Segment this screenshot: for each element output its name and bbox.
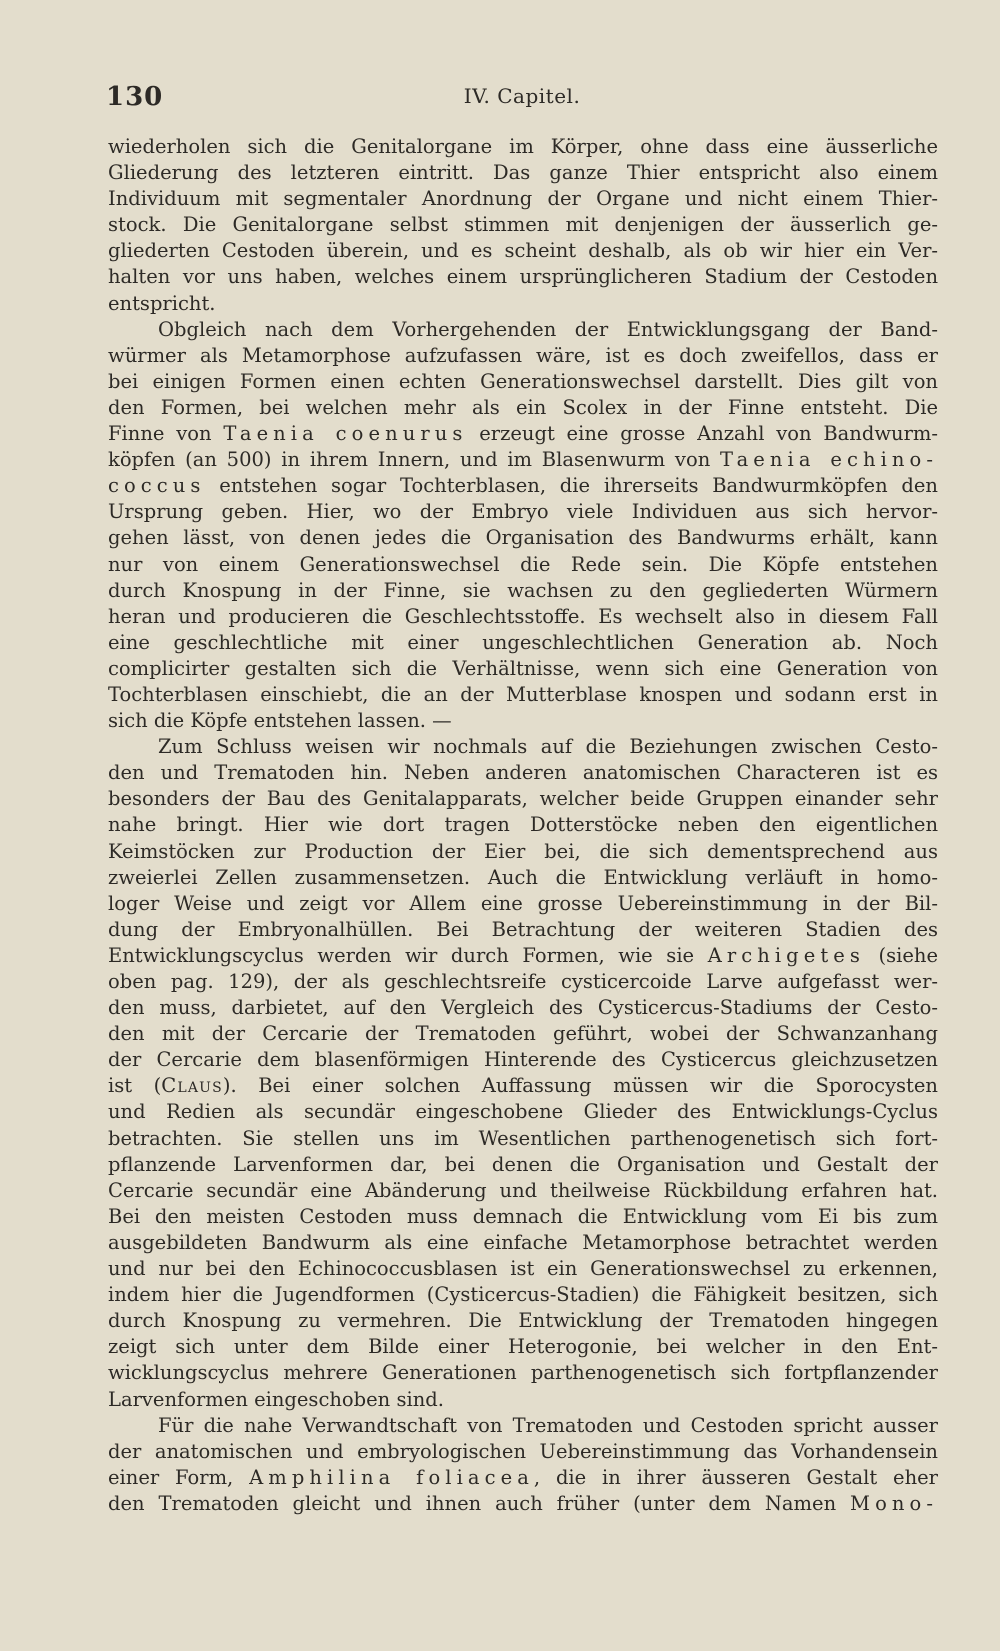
- text-line: entspricht.: [108, 291, 216, 315]
- text-run: (siehe: [864, 943, 938, 967]
- spaced-term: Archigetes: [707, 943, 865, 967]
- text-run: ). Bei einer solchen Auffassung müssen wir die Sporocysten: [222, 1074, 938, 1098]
- text-line: Zum Schluss weisen wir nochmals auf die Beziehungen zwischen Cesto-: [158, 735, 938, 759]
- body-text: [108, 134, 938, 1517]
- text-line: dung der Embryonalhüllen. Bei Betrachtung der weiteren Stadien des: [108, 917, 938, 941]
- text-line: Keimstöcken zur Production der Eier bei, die sich dementsprechend aus: [108, 839, 938, 863]
- spaced-term: Taenia coenurus: [223, 422, 468, 446]
- text-line: gliederten Cestoden überein, und es scheint deshalb, als ob wir hier ein Ver-: [108, 239, 938, 263]
- text-line: pflanzende Larvenformen dar, bei denen die Organisation und Gestalt der: [108, 1152, 938, 1176]
- text-line: und Redien als secundär eingeschobene Glieder des Entwicklungs-Cyclus: [108, 1100, 938, 1124]
- text-line: Individuum mit segmentaler Anordnung der Organe und nicht einem Thier-: [108, 187, 938, 211]
- text-line: würmer als Metamorphose aufzufassen wäre, ist es doch zweifellos, dass er: [108, 343, 938, 367]
- text-line: Larvenformen eingeschoben sind.: [108, 1387, 444, 1411]
- page-number: 130: [106, 82, 164, 112]
- text-line: betrachten. Sie stellen uns im Wesentlichen parthenogenetisch sich fort-: [108, 1126, 938, 1150]
- spaced-term: Mono-: [850, 1491, 938, 1515]
- text-line: durch Knospung in der Finne, sie wachsen zu den gegliederten Würmern: [108, 578, 938, 602]
- text-line: und nur bei den Echinococcusblasen ist ein Generationswechsel zu erkennen,: [108, 1257, 938, 1281]
- spaced-term: coccus: [108, 474, 206, 498]
- text-run: Finne von: [108, 422, 224, 446]
- text-line: [108, 447, 938, 473]
- text-line: [108, 421, 938, 447]
- text-line: oben pag. 129), der als geschlechtsreife cysticercoide Larve aufgefasst wer-: [108, 970, 938, 993]
- text-line: Für die nahe Verwandtschaft von Trematoden und Cestoden spricht ausser: [158, 1413, 938, 1437]
- text-line: [108, 1491, 938, 1517]
- text-line: stock. Die Genitalorgane selbst stimmen mit denjenigen der äusserlich ge-: [108, 213, 938, 237]
- text-line: zeigt sich unter dem Bilde einer Heterogonie, bei welcher in den Ent-: [108, 1335, 938, 1359]
- text-line: [108, 1465, 938, 1491]
- text-line: Gliederung des letzteren eintritt. Das ganze Thier entspricht also einem: [108, 161, 938, 185]
- text-run: den Trematoden gleicht und ihnen auch früher (unter dem Namen: [108, 1491, 851, 1515]
- text-line: durch Knospung zu vermehren. Die Entwicklung der Trematoden hingegen: [108, 1309, 938, 1333]
- spaced-term: Amphilina foliacea: [249, 1465, 534, 1489]
- text-line: [108, 1073, 938, 1099]
- text-line: ausgebildeten Bandwurm als eine einfache Metamorphose betrachtet werden: [108, 1230, 938, 1254]
- text-line: sich die Köpfe entstehen lassen. —: [108, 709, 452, 733]
- page-header: [106, 82, 938, 116]
- text-line: nahe bringt. Hier wie dort tragen Dotterstöcke neben den eigentlichen: [108, 813, 938, 837]
- text-line: den mit der Cercarie der Trematoden geführt, wobei der Schwanzanhang: [108, 1022, 938, 1046]
- text-line: gehen lässt, von denen jedes die Organisation des Bandwurms erhält, kann: [108, 526, 938, 550]
- text-run: ist (: [108, 1074, 162, 1098]
- text-line: wicklungscyclus mehrere Generationen parthenogenetisch sich fortpflanzender: [108, 1361, 938, 1385]
- text-line: den und Trematoden hin. Neben anderen anatomischen Characteren ist es: [108, 761, 938, 785]
- text-line: halten vor uns haben, welches einem ursprünglicheren Stadium der Cestoden: [108, 265, 938, 289]
- text-line: zweierlei Zellen zusammensetzen. Auch die Entwicklung verläuft in homo-: [108, 865, 938, 889]
- text-line: [108, 943, 938, 969]
- text-line: der anatomischen und embryologischen Uebereinstimmung das Vorhandensein: [108, 1439, 938, 1463]
- running-title: IV. Capitel.: [463, 84, 581, 108]
- text-line: bei einigen Formen einen echten Generationswechsel darstellt. Dies gilt von: [108, 369, 938, 393]
- text-line: Cercarie secundär eine Abänderung und theilweise Rückbildung erfahren hat.: [108, 1178, 938, 1202]
- text-run: entstehen sogar Tochterblasen, die ihrerseits Bandwurmköpfen den: [205, 474, 938, 498]
- text-line: indem hier die Jugendformen (Cysticercus-Stadien) die Fähigkeit besitzen, sich: [108, 1283, 938, 1307]
- text-run: , die in ihrer äusseren Gestalt eher: [533, 1465, 938, 1489]
- text-line: den muss, darbietet, auf den Vergleich des Cysticercus-Stadiums der Cesto-: [108, 996, 938, 1020]
- text-line: besonders der Bau des Genitalapparats, welcher beide Gruppen einander sehr: [108, 787, 938, 811]
- text-line: der Cercarie dem blasenförmigen Hinterende des Cysticercus gleichzusetzen: [108, 1048, 938, 1072]
- text-run: einer Form,: [108, 1465, 250, 1489]
- small-caps-name: Claus: [161, 1074, 223, 1098]
- text-line: nur von einem Generationswechsel die Rede sein. Die Köpfe entstehen: [108, 552, 938, 576]
- text-line: wiederholen sich die Genitalorgane im Körper, ohne dass eine äusserliche: [108, 135, 938, 158]
- text-line: loger Weise und zeigt vor Allem eine grosse Uebereinstimmung in der Bil-: [108, 891, 938, 915]
- text-line: Obgleich nach dem Vorhergehenden der Entwicklungsgang der Band-: [158, 317, 938, 341]
- text-run: Entwicklungscyclus werden wir durch Formen, wie sie: [108, 943, 708, 967]
- text-line: eine geschlechtliche mit einer ungeschlechtlichen Generation ab. Noch: [108, 630, 938, 654]
- spaced-term: Taenia echino-: [720, 448, 938, 472]
- text-line: complicirter gestalten sich die Verhältnisse, wenn sich eine Generation von: [108, 656, 938, 680]
- text-run: erzeugt eine grosse Anzahl von Bandwurm-: [467, 422, 938, 446]
- text-line: Tochterblasen einschiebt, die an der Mutterblase knospen und sodann erst in: [108, 682, 938, 706]
- text-line: [108, 473, 938, 499]
- text-run: köpfen (an 500) in ihrem Innern, und im Blasenwurm von: [108, 448, 721, 472]
- text-line: den Formen, bei welchen mehr als ein Scolex in der Finne entsteht. Die: [108, 395, 938, 419]
- text-line: Bei den meisten Cestoden muss demnach die Entwicklung vom Ei bis zum: [108, 1204, 938, 1228]
- text-line: Ursprung geben. Hier, wo der Embryo viele Individuen aus sich hervor-: [108, 500, 938, 524]
- text-line: heran und producieren die Geschlechtsstoffe. Es wechselt also in diesem Fall: [108, 604, 938, 628]
